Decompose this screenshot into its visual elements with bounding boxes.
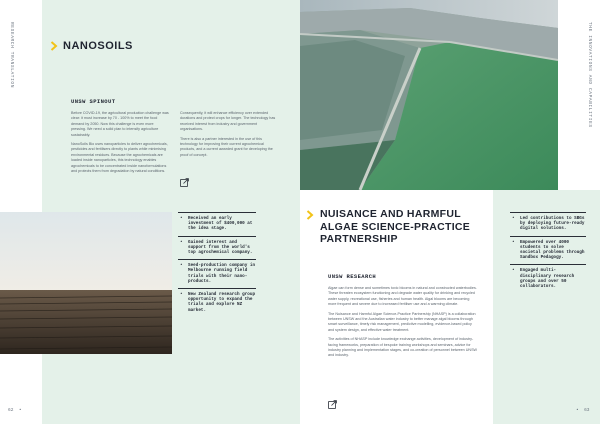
external-link-icon[interactable] xyxy=(328,396,337,405)
list-item: • Received an early investment of $400,000 at the idea stage. xyxy=(178,212,256,236)
left-side-label xyxy=(6,22,14,102)
spinout-heading: UNSW SPINOUT xyxy=(71,98,116,105)
chevron-right-icon xyxy=(306,210,314,220)
paragraph: Before COVID-19, the agricultural production challenge was clear: it must increase by 70 - 100% to meet the food demand by 2050. Now this challenge is even more pressing. We need a solid plan to intensify agriculture sustainably. xyxy=(71,111,169,137)
paragraph: Consequently, it will enhance efficiency over extended durations and protect crops for longer. The technology has received interest from industry and government organisations. xyxy=(180,111,276,132)
list-item: • Empowered over 4000 students to solve societal problems through Sandbox Pedagogy. xyxy=(510,236,586,265)
list-item: • New Zealand research group opportunity to expand the trials and explore NZ market. xyxy=(178,288,256,317)
algae-text xyxy=(328,286,478,363)
paragraph: NanoSoils Bio uses nanoparticles to deliver agrochemicals, pesticides and fertilisers directly to plants while minimising environmental residues. Because the agrochemicals are loaded inside nanoparticles, this technology enables agrochemicals to be concentrated inside nanoformulations and protects them from degradation by natural conditions. xyxy=(71,142,168,174)
right-page-number: • 63 xyxy=(576,408,590,413)
nanosoils-highlights xyxy=(178,212,256,317)
crop-field-photo xyxy=(0,212,172,354)
list-item: • Engaged multi-disciplinary research groups and over 50 collaborators. xyxy=(510,264,586,293)
nanosoils-text-col1 xyxy=(71,111,169,178)
nanosoils-title: NANOSOILS xyxy=(63,40,133,52)
right-side-label-text: THE INNOVATIONS AND CAPABILITIES xyxy=(587,22,592,128)
external-link-icon[interactable] xyxy=(180,174,189,183)
unsw-research-heading: UNSW RESEARCH xyxy=(328,273,377,280)
algae-ponds-photo xyxy=(300,0,558,190)
paragraph: The activities of NHASP include knowledge exchange activities, development of industry-facing frameworks, preparation of bespoke training workshops and seminars, advice for industry planning and implementation stages, and co-creation of personnel between UNSW and industry. xyxy=(328,337,478,358)
list-item: • Gained interest and support from the world's top agrochemical company. xyxy=(178,236,256,260)
chevron-right-icon xyxy=(50,41,58,51)
left-side-label-text: RESEARCH TRANSLATION xyxy=(9,22,14,89)
list-item: • Seed-production company in Melbourne running field trials with their nano-products. xyxy=(178,259,256,288)
paragraph: The Nuisance and Harmful Algae Science-Practice Partnership (NHASP) is a collaboration between UNSW and the Australian water industry to better manage algal blooms through smart surveillance, timely risk management, predictive modelling, evidence-based policy and system design, and effective water treatment. xyxy=(328,311,476,332)
nanosoils-text-col2 xyxy=(180,111,278,162)
algae-highlights xyxy=(510,212,586,293)
right-side-label xyxy=(584,22,592,132)
algae-partnership-title: NUISANCE AND HARMFUL ALGAE SCIENCE-PRACTICE PARTNERSHIP xyxy=(320,208,471,245)
list-item: • Led contributions to SBGs by deploying future-ready digital solutions. xyxy=(510,212,586,236)
paragraph: There is also a partner interested in the use of this technology for improving their current agrochemical products, and a current awarded grant for developing the proof of concept. xyxy=(180,136,273,157)
left-page-number: 62 • xyxy=(8,408,22,413)
paragraph: Algae can form dense and sometimes toxic blooms in natural and constructed waterbodies. These threaten ecosystem functioning and degrade water quality for drinking and recycled water supply, recreational use, fisheries and human health. Algal blooms are becoming more frequent and severe due to increased fertiliser use and a warming climate. xyxy=(328,286,477,307)
